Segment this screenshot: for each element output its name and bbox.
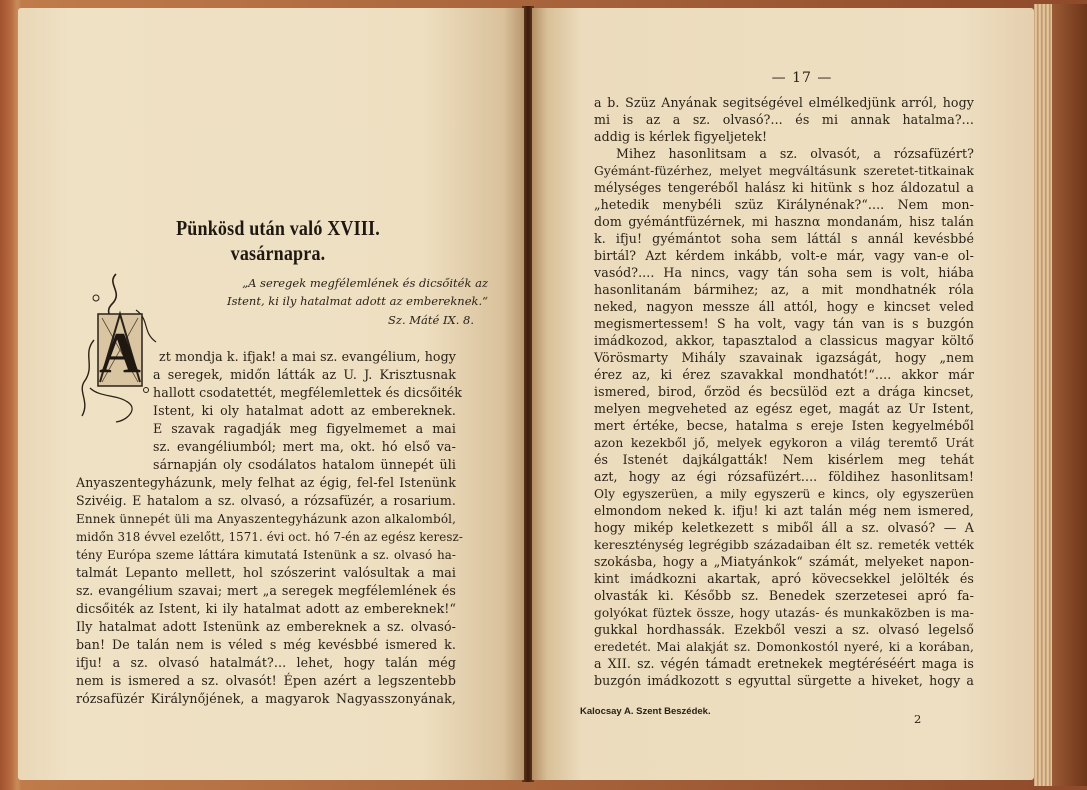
right-text-line: szokásba, hogy a „Miatyánkok“ számát, melyeket napon- [594,554,974,569]
right-text-line: és Istenét dajkálgatták! Nem kisérlem meg tehát [594,452,974,467]
motto-line-1: „A seregek megfélemlének és dicsőiték az [242,276,488,290]
right-text-line: addig is kérlek figyeljetek! [594,129,768,144]
right-text-line: imádkozod, akkor, tapasztalod a classicus magyar költő [594,333,974,348]
left-text-line: talmát Lepanto mellett, hol szószerint valósultak a mai [76,565,456,580]
left-text-line: Anyaszentegyházunk, mely felhat az égig, fel-fel Istenünk [76,475,456,490]
footer-signature: Kalocsay A. Szent Beszédek. [580,706,711,717]
right-text-line: érez az, ki érez szavakkal mondhatót!“.... akkor már [594,367,974,382]
left-text-line: nem is ismered a sz. olvasót! Épen azért a legszentebb [76,673,456,688]
page-edges [1034,4,1087,786]
left-text-line: tény Európa szeme láttára kimutatá Istenünk a sz. olvasó ha- [76,548,456,562]
motto-source: Sz. Máté IX. 8. [388,313,474,327]
right-text-line: mert értéke, becse, hatalma s ereje Isten kegyelméből [594,418,974,433]
right-text-line: golyókat füztek össze, hogy utazás- és munkaközben is ma- [594,606,974,620]
page-number: — 17 — [771,70,833,86]
left-text-line: hallott csodatettét, megfélemlettek és dicsőiték [153,385,462,400]
left-text-line: sz. evangélium szavai; mert „a seregek megfélemlének és [76,583,456,598]
right-text-line: Gyémánt-füzérhez, melyet megváltásunk szeretet-titkainak [594,164,974,178]
right-text-line: Oly egyszerüen, a mily egyszerü e kincs, oly egyszerüen [594,487,974,501]
right-text-line: gukkal hordhassák. Ezekből veszi a sz. olvasó legelső [594,622,974,637]
right-text-line: elmondom neked k. ifju! ki azt talán még nem ismered, [594,503,974,518]
right-text-line: azt, hogy az égi rózsafüzért.... földihez hasonlitsam! [594,469,974,484]
left-text-line: dicsőiték az Istent, ki ily hatalmat adott az embereknek!“ [76,601,456,616]
left-text-line: Ennek ünnepét üli ma Anyaszentegyházunk azon alkalomból, [76,512,456,526]
left-text-line: zt mondja k. ifjak! a mai sz. evangélium, hogy [159,349,456,364]
right-text-line: mélységes tengeréből halász ki hitünk s hoz áldozatul a [594,180,974,195]
right-text-line: „hetedik menybéli szüz Királynénak?“.... Nem mon- [594,197,974,212]
right-text-line: hasonlitanám bármihez; az, a mit mondhatnék róla [594,282,974,297]
left-text-line: sz. evangéliumból; mert ma, okt. hó első va- [153,439,456,454]
signature-mark: 2 [914,712,922,726]
ornamental-dropcap-icon [76,270,164,430]
left-text-line: Ily hatalmat adott Istenünk az embereknek a sz. olvasó- [76,619,456,634]
left-text-line: E szavak ragadják meg figyelmemet a mai [153,421,456,436]
right-text-line: dom gyémántfüzérnek, mi hasznα mondanám, hisz talán [594,214,974,229]
left-text-line: midőn 318 évvel ezelőtt, 1571. évi oct. hó 7-én az egész keresz- [76,530,463,544]
right-page [532,8,1034,780]
right-text-line: megismertessem! S ha volt, vagy tán van is s buzgón [594,316,974,331]
left-text-line: ifju! a sz. olvasó hatalmát?... lehet, hogy talán még [76,655,456,670]
right-text-line: buzgón imádkozott s egyuttal sürgette a hiveket, hogy a [594,673,974,688]
right-text-line: hogy mikép keletkezett s miből áll a sz. olvasó? — A [594,520,974,535]
left-text-line: sárnapján oly csodálatos hatalom ünnepét üli [153,457,456,472]
right-text-line: k. ifju! gyémántot soha sem láttál s annál kevésbbé [594,231,974,246]
left-text-line: a seregek, midőn látták az U. J. Krisztusnak [153,367,456,382]
right-text-line: azon kezekből jő, melyek egykoron a világ teremtő Urát [594,436,974,450]
right-text-line: olvasták ki. Később sz. Benedek szerzetesei apró fa- [594,588,974,603]
right-text-line: birtál? Azt kérdem inkább, volt-e már, vagy van-e ol- [594,248,974,263]
right-text-line: Vörösmarty Mihály szavainak igazságát, hogy „nem [594,350,974,365]
sermon-title: Pünkösd után való XVIII. vasárnapra. [176,216,380,265]
right-text-line: neked, nagyon messze áll attól, hogy e kincset veled [594,299,974,314]
right-text-line: ismered, birod, őrzöd és becsülöd ezt a drága kincset, [594,384,974,399]
right-text-line: eredetét. Mai alakját sz. Domonkostól nyeré, ki a korában, [594,640,974,654]
right-text-line: a b. Szüz Anyának segitségével elmélkedjünk arról, hogy [594,95,974,110]
right-text-line: vasód?.... Ha nincs, vagy tán soha sem is volt, hiába [594,265,974,280]
left-text-line: Istent, ki oly hatalmat adott az embereknek. [153,403,456,418]
right-text-line: a XII. sz. végén támadt eretnekek megtéréséért maga is [594,656,974,671]
left-text-line: rózsafüzér Királynőjének, a magyarok Nagyasszonyának, [76,691,456,706]
right-text-line: melyen megveheted az egész eget, magát az Ur Istent, [594,401,974,416]
motto-line-2: Istent, ki ily hatalmat adott az embereknek.“ [227,294,488,308]
right-text-line: Mihez hasonlitsam a sz. olvasót, a rózsafüzért? [616,146,974,161]
left-text-line: ban! De talán nem is véled s még kevésbbé ismered k. [76,637,456,652]
left-page [18,8,524,780]
right-text-line: kint imádkozni akartak, apró kövecsekkel jelölték és [594,571,974,586]
dropcap-letter: A [99,320,141,385]
right-text-line: mi is az a sz. olvasó?... és mi annak hatalma?... [594,112,974,127]
left-text-line: Szivéig. E hatalom a sz. olvasó, a rózsafüzér, a rosarium. [76,493,456,508]
right-text-line: kereszténység legrégibb századaiban élt sz. remeték vették [594,538,974,552]
